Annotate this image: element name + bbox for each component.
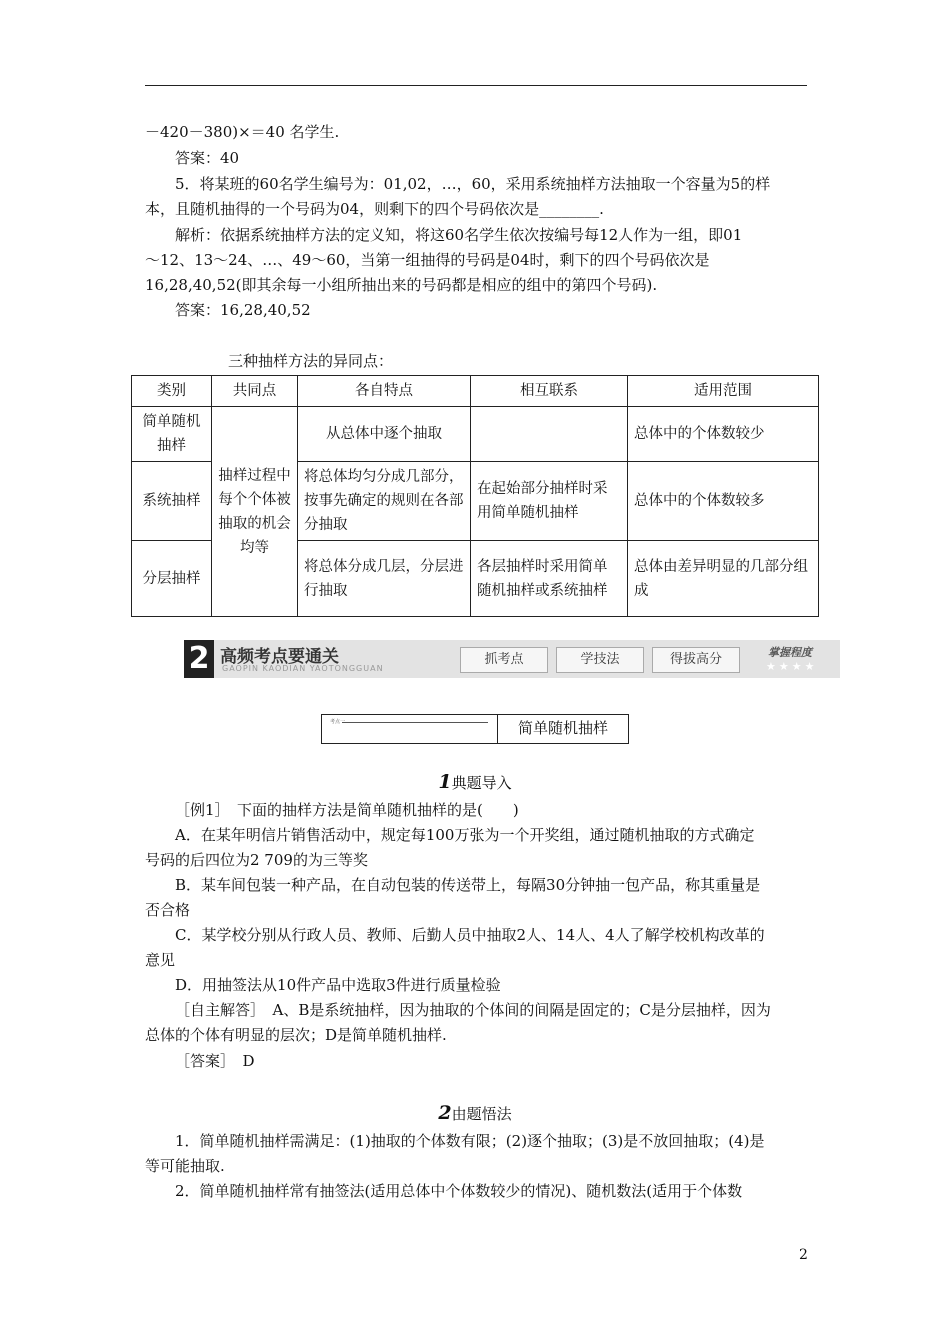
common-cell: 抽样过程中每个个体被抽取的机会均等: [212, 407, 298, 617]
scope-cell: 总体中的个体数较少: [628, 407, 819, 462]
method-line: 等可能抽取.: [145, 1157, 225, 1175]
example-line: 号码的后四位为2 709的为三等奖: [145, 851, 368, 869]
scope-cell: 总体由差异明显的几部分组成: [628, 541, 819, 617]
method-line: 2．简单随机抽样常有抽签法(适用总体中个体数较少的情况)、随机数法(适用于个体数: [175, 1182, 743, 1200]
relation-cell: [471, 407, 628, 462]
example-line: B．某车间包装一种产品，在自动包装的传送带上，每隔30分钟抽一包产品，称其重量是: [175, 876, 761, 894]
section-heading: [0, 771, 950, 793]
feature-cell: 将总体分成几层，分层进行抽取: [298, 541, 471, 617]
header-cell: 共同点: [212, 376, 298, 407]
question-line: 本，且随机抽得的一个号码为04，则剩下的四个号码依次是________.: [145, 200, 604, 218]
header-cell: 适用范围: [628, 376, 819, 407]
scope-cell: 总体中的个体数较多: [628, 462, 819, 541]
banner-subtitle: GAOPIN KAODIAN YAOTONGGUAN: [222, 664, 384, 673]
tab-debagaofen[interactable]: 得拔高分: [652, 647, 740, 673]
header-cell: 各自特点: [298, 376, 471, 407]
feature-cell: 将总体均匀分成几部分，按事先确定的规则在各部分抽取: [298, 462, 471, 541]
kaodian-box: [321, 714, 629, 744]
tab-zhuakaodian[interactable]: 抓考点: [460, 647, 548, 673]
header-cell: 类别: [132, 376, 212, 407]
analysis-line: 解析：依据系统抽样方法的定义知，将这60名学生依次按编号每12人作为一组，即01: [175, 226, 743, 244]
comparison-table: [131, 375, 819, 617]
table-header-row: [132, 376, 819, 407]
answer-line: 答案：40: [175, 149, 240, 167]
table-caption: 三种抽样方法的异同点：: [228, 352, 394, 370]
section-title: 典题导入: [451, 774, 512, 792]
section-number: 1: [438, 771, 452, 793]
kaodian-title: 简单随机抽样: [517, 719, 608, 737]
type-cell: 简单随机抽样: [132, 407, 212, 462]
example-line: 否合格: [145, 901, 191, 919]
feature-cell: 从总体中逐个抽取: [298, 407, 471, 462]
section-number: 2: [438, 1102, 452, 1124]
mastery-label: 掌握程度: [768, 646, 812, 659]
type-cell: 分层抽样: [132, 541, 212, 617]
kaodian-underline: [342, 722, 488, 723]
text-line: －420－380)×＝40 名学生.: [145, 123, 340, 141]
method-line: 1．简单随机抽样需满足：(1)抽取的个体数有限；(2)逐个抽取；(3)是不放回抽取；(4)是: [175, 1132, 765, 1150]
banner-title: 高频考点要通关: [220, 647, 339, 667]
header-rule: [145, 85, 807, 86]
table-row: [132, 407, 819, 462]
page-number: 2: [799, 1247, 808, 1263]
star-icon: ★★★★: [766, 660, 818, 673]
answer-line: ［答案］ D: [175, 1052, 255, 1070]
banner-number: 2: [184, 640, 214, 678]
analysis-line: 16,28,40,52(即其余每一小组所抽出来的号码都是相应的组中的第四个号码).: [145, 276, 658, 294]
section-banner: [184, 640, 840, 678]
solution-line: ［自主解答］ A、B是系统抽样，因为抽取的个体间的间隔是固定的；C是分层抽样，因为: [175, 1001, 771, 1019]
kaodian-tag: 考点一: [330, 719, 346, 725]
relation-cell: 各层抽样时采用简单随机抽样或系统抽样: [471, 541, 628, 617]
answer-line: 答案：16,28,40,52: [175, 301, 311, 319]
header-cell: 相互联系: [471, 376, 628, 407]
example-line: D．用抽签法从10件产品中选取3件进行质量检验: [175, 976, 501, 994]
example-line: A．在某年明信片销售活动中，规定每100万张为一个开奖组，通过随机抽取的方式确定: [175, 826, 755, 844]
example-line: 意见: [145, 951, 176, 969]
example-line: ［例1］ 下面的抽样方法是简单随机抽样的是( ): [175, 801, 519, 819]
tab-xuejifa[interactable]: 学技法: [556, 647, 644, 673]
example-line: C．某学校分别从行政人员、教师、后勤人员中抽取2人、14人、4人了解学校机构改革的: [175, 926, 765, 944]
section-heading: [0, 1102, 950, 1124]
type-cell: 系统抽样: [132, 462, 212, 541]
analysis-line: ～12、13～24、…、49～60，当第一组抽得的号码是04时，剩下的四个号码依次是: [145, 251, 710, 269]
relation-cell: 在起始部分抽样时采用简单随机抽样: [471, 462, 628, 541]
section-title: 由题悟法: [451, 1105, 512, 1123]
kaodian-label-area: [322, 715, 498, 743]
solution-line: 总体的个体有明显的层次；D是简单随机抽样.: [145, 1026, 447, 1044]
question-line: 5．将某班的60名学生编号为：01,02，…，60，采用系统抽样方法抽取一个容量为5的样: [175, 175, 771, 193]
